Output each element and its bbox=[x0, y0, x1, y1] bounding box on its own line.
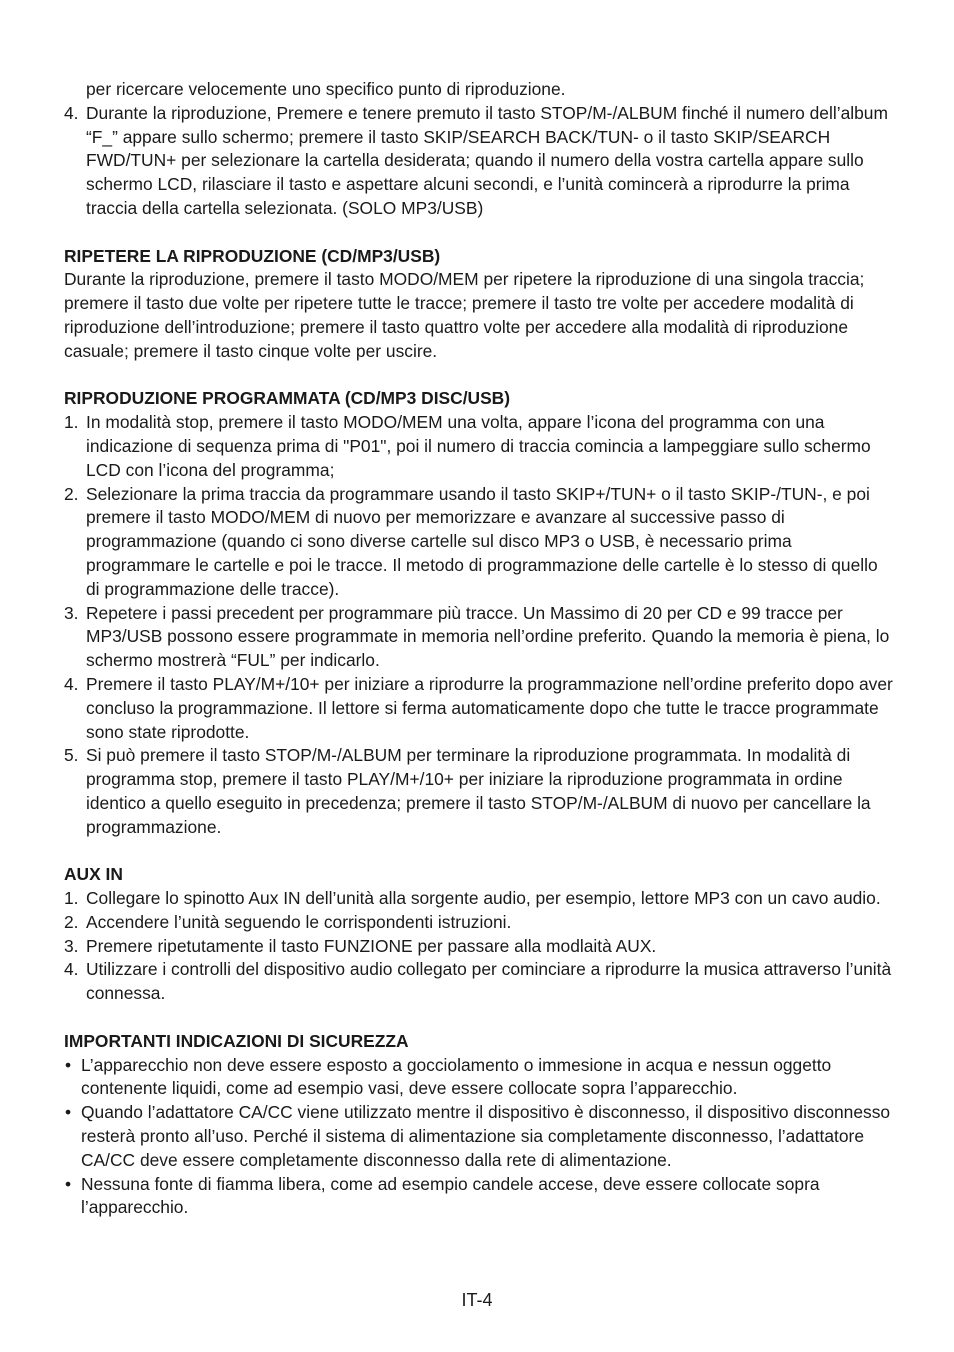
list-number: 4. bbox=[64, 102, 79, 123]
bullet-icon: • bbox=[65, 1102, 72, 1123]
safety-bullet-item bbox=[64, 1054, 894, 1102]
safety-bullet-item bbox=[64, 1101, 894, 1172]
list-text: Repetere i passi precedent per programmare più tracce. Un Massimo di 20 per CD e 99 tracce per MP3/USB possono essere programmate in memoria nell’ordine preferito. Quando la memoria è piena, lo schermo mostrerà “FUL” per indicarlo. bbox=[86, 602, 890, 671]
list-text: Collegare lo spinotto Aux IN dell’unità alla sorgente audio, per esempio, lettore MP3 con un cavo audio. bbox=[86, 888, 881, 909]
list-number: 2. bbox=[64, 911, 79, 932]
aux-list-item bbox=[64, 958, 894, 1006]
bullet-text: Nessuna fonte di fiamma libera, come ad esempio candele accese, deve essere collocate sopra l’apparecchio. bbox=[81, 1173, 820, 1218]
list-number: 4. bbox=[64, 673, 79, 694]
section-heading-program: RIPRODUZIONE PROGRAMMATA (CD/MP3 DISC/USB) bbox=[64, 388, 511, 409]
intro-list-item bbox=[64, 102, 894, 221]
list-number: 3. bbox=[64, 602, 79, 623]
list-text: Durante la riproduzione, Premere e tenere premuto il tasto STOP/M-/ALBUM finché il numero dell’album “F_” appare sullo schermo; premere il tasto SKIP/SEARCH BACK/TUN- o il tasto SKIP/SEARCH FWD/TUN+ per selezionare la cartella desiderata; quando il numero della vostra cartella appare sullo schermo LCD, rilasciare il tasto e aspettare alcuni secondi, e l’unità comincerà a riprodurre la prima traccia della cartella selezionata. (SOLO MP3/USB) bbox=[86, 102, 888, 218]
safety-bullet-item bbox=[64, 1173, 894, 1221]
manual-page bbox=[64, 78, 894, 1220]
list-number: 4. bbox=[64, 959, 79, 980]
list-text: Si può premere il tasto STOP/M-/ALBUM per terminare la riproduzione programmata. In modalità di programma stop, premere il tasto PLAY/M+/10+ per iniziare la riproduzione programmata in ordine identico a quello eseguito in precedenza; premere il tasto STOP/M-/ALBUM di nuovo per cancellare la programmazione. bbox=[86, 745, 871, 837]
section-heading-repeat: RIPETERE LA RIPRODUZIONE (CD/MP3/USB) bbox=[64, 245, 441, 266]
repeat-paragraph: Durante la riproduzione, premere il tasto MODO/MEM per ripetere la riproduzione di una singola traccia; premere il tasto due volte per ripetere tutte le tracce; premere il tasto tre volte per accedere modalità di riproduzione dell’introduzione; premere il tasto quattro volte per accedere alla modalità di riproduzione casuale; premere il tasto cinque volte per uscire. bbox=[64, 269, 865, 361]
bullet-icon: • bbox=[65, 1173, 72, 1194]
list-number: 3. bbox=[64, 935, 79, 956]
program-list-item bbox=[64, 483, 894, 602]
list-text: Utilizzare i controlli del dispositivo audio collegato per cominciare a riprodurre la musica attraverso l’unità connessa. bbox=[86, 959, 892, 1004]
bullet-icon: • bbox=[65, 1054, 72, 1075]
intro-continuation: per ricercare velocemente uno specifico punto di riproduzione. bbox=[86, 79, 566, 99]
list-number: 2. bbox=[64, 483, 79, 504]
list-number: 1. bbox=[64, 412, 79, 433]
page-number: IT-4 bbox=[461, 1290, 493, 1310]
list-text: Premere il tasto PLAY/M+/10+ per iniziare a riprodurre la programmazione nell’ordine preferito dopo aver concluso la programmazione. Il lettore si ferma automaticamente dopo che tutte le tracce programmate sono state riprodotte. bbox=[86, 673, 893, 742]
bullet-text: L’apparecchio non deve essere esposto a gocciolamento o immesione in acqua e nessun oggetto contenente liquidi, come ad esempio vasi, deve essere collocate sopra l’apparecchio. bbox=[81, 1054, 832, 1099]
program-list-item bbox=[64, 602, 894, 673]
aux-list-item bbox=[64, 887, 894, 911]
aux-list-item bbox=[64, 935, 894, 959]
list-text: Accendere l’unità seguendo le corrispondenti istruzioni. bbox=[86, 911, 512, 932]
program-list-item bbox=[64, 673, 894, 744]
list-text: Premere ripetutamente il tasto FUNZIONE per passare alla modlaità AUX. bbox=[86, 935, 657, 956]
list-number: 1. bbox=[64, 888, 79, 909]
list-number: 5. bbox=[64, 745, 79, 766]
list-text: Selezionare la prima traccia da programmare usando il tasto SKIP+/TUN+ o il tasto SKIP-/TUN-, e poi premere il tasto MODO/MEM di nuovo per memorizzare e avanzare al successive passo di programmazione (quando ci sono diverse cartelle sul disco MP3 o USB, è necessario prima programmare le cartelle e poi le tracce. Il metodo di programmazione delle cartelle è lo stesso di quello di programmazione delle tracce). bbox=[86, 483, 878, 599]
program-list-item bbox=[64, 411, 894, 482]
bullet-text: Quando l’adattatore CA/CC viene utilizzato mentre il dispositivo è disconnesso, il dispositivo disconnesso resterà pronto all’uso. Perché il sistema di alimentazione sia completamente disconnesso, l’adattatore CA/CC deve essere completamente disconnesso dalla rete di alimentazione. bbox=[81, 1102, 891, 1170]
program-list-item bbox=[64, 744, 894, 839]
section-heading-safety: IMPORTANTI INDICAZIONI DI SICUREZZA bbox=[64, 1030, 409, 1051]
section-heading-aux: AUX IN bbox=[64, 864, 123, 885]
list-text: In modalità stop, premere il tasto MODO/MEM una volta, appare l’icona del programma con una indicazione di sequenza prima di "P01", poi il numero di traccia comincia a lampeggiare sullo schermo LCD con l’icona del programma; bbox=[86, 412, 871, 480]
aux-list-item bbox=[64, 911, 894, 935]
